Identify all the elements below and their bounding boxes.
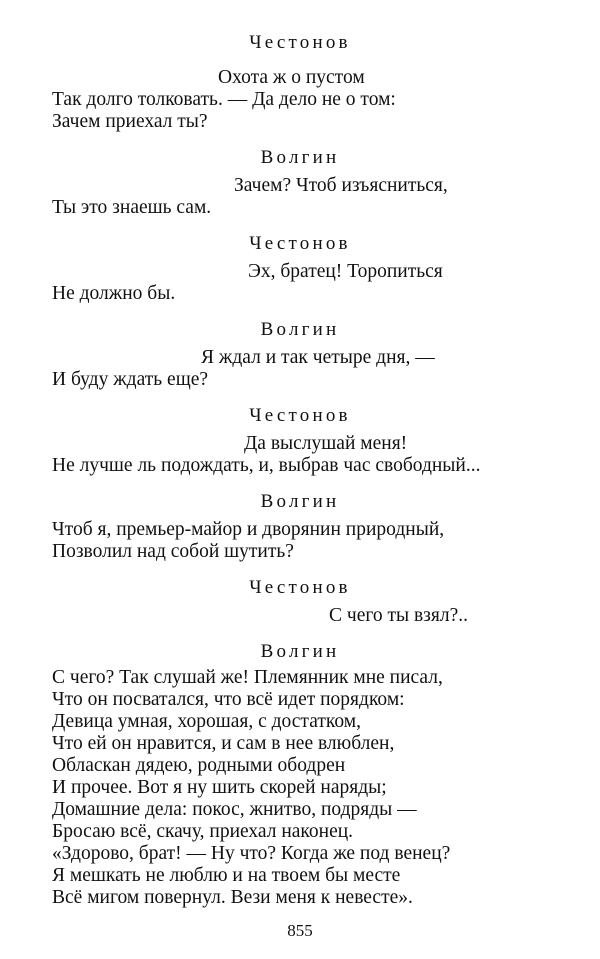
speaker-name: Честонов bbox=[249, 233, 351, 254]
speaker-name: Волгин bbox=[260, 641, 340, 662]
verse-line: Что он посватался, что всё идет порядком: bbox=[52, 689, 405, 710]
verse-line: Да выслушай меня! bbox=[244, 433, 408, 454]
verse-line: Всё мигом повернул. Вези меня к невесте». bbox=[52, 887, 413, 908]
verse-line: Обласкан дядею, родными ободрен bbox=[52, 755, 346, 776]
verse-line: Зачем? Чтоб изъясниться, bbox=[234, 175, 448, 196]
speaker-name: Честонов bbox=[249, 405, 351, 426]
verse-line: Я ждал и так четыре дня, — bbox=[201, 347, 435, 368]
verse-line: Так долго толковать. — Да дело не о том: bbox=[52, 89, 396, 110]
verse-line: Эх, братец! Торопиться bbox=[248, 261, 443, 282]
verse-line: Бросаю всё, скачу, приехал наконец. bbox=[52, 821, 354, 842]
verse-line: Домашние дела: покос, жнитво, подряды — bbox=[52, 799, 417, 820]
speaker-name: Волгин bbox=[260, 319, 340, 340]
speaker-name: Волгин bbox=[260, 491, 340, 512]
verse-line: Позволил над собой шутить? bbox=[52, 541, 294, 562]
verse-line: И буду ждать еще? bbox=[52, 369, 209, 390]
verse-line: Чтоб я, премьер-майор и дворянин природный, bbox=[52, 519, 445, 540]
verse-line: Ты это знаешь сам. bbox=[52, 197, 212, 218]
verse-line: С чего ты взял?.. bbox=[329, 605, 468, 626]
verse-line: «Здорово, брат! — Ну что? Когда же под венец? bbox=[52, 843, 451, 864]
verse-line: Не должно бы. bbox=[52, 283, 176, 304]
speaker-name: Волгин bbox=[260, 147, 340, 168]
page-number: 855 bbox=[287, 921, 313, 940]
speaker-name: Честонов bbox=[249, 32, 351, 53]
verse-line: Не лучше ль подождать, и, выбрав час свободный... bbox=[52, 455, 481, 476]
verse-line: Что ей он нравится, и сам в нее влюблен, bbox=[52, 733, 395, 754]
verse-line: Я мешкать не люблю и на твоем бы месте bbox=[52, 865, 401, 886]
verse-line: Зачем приехал ты? bbox=[52, 111, 208, 132]
speaker-name: Честонов bbox=[249, 577, 351, 598]
verse-line: С чего? Так слушай же! Племянник мне писал, bbox=[52, 667, 443, 688]
verse-line: И прочее. Вот я ну шить скорей наряды; bbox=[52, 777, 387, 798]
verse-line: Девица умная, хорошая, с достатком, bbox=[52, 711, 361, 732]
verse-line: Охота ж о пустом bbox=[218, 67, 365, 88]
